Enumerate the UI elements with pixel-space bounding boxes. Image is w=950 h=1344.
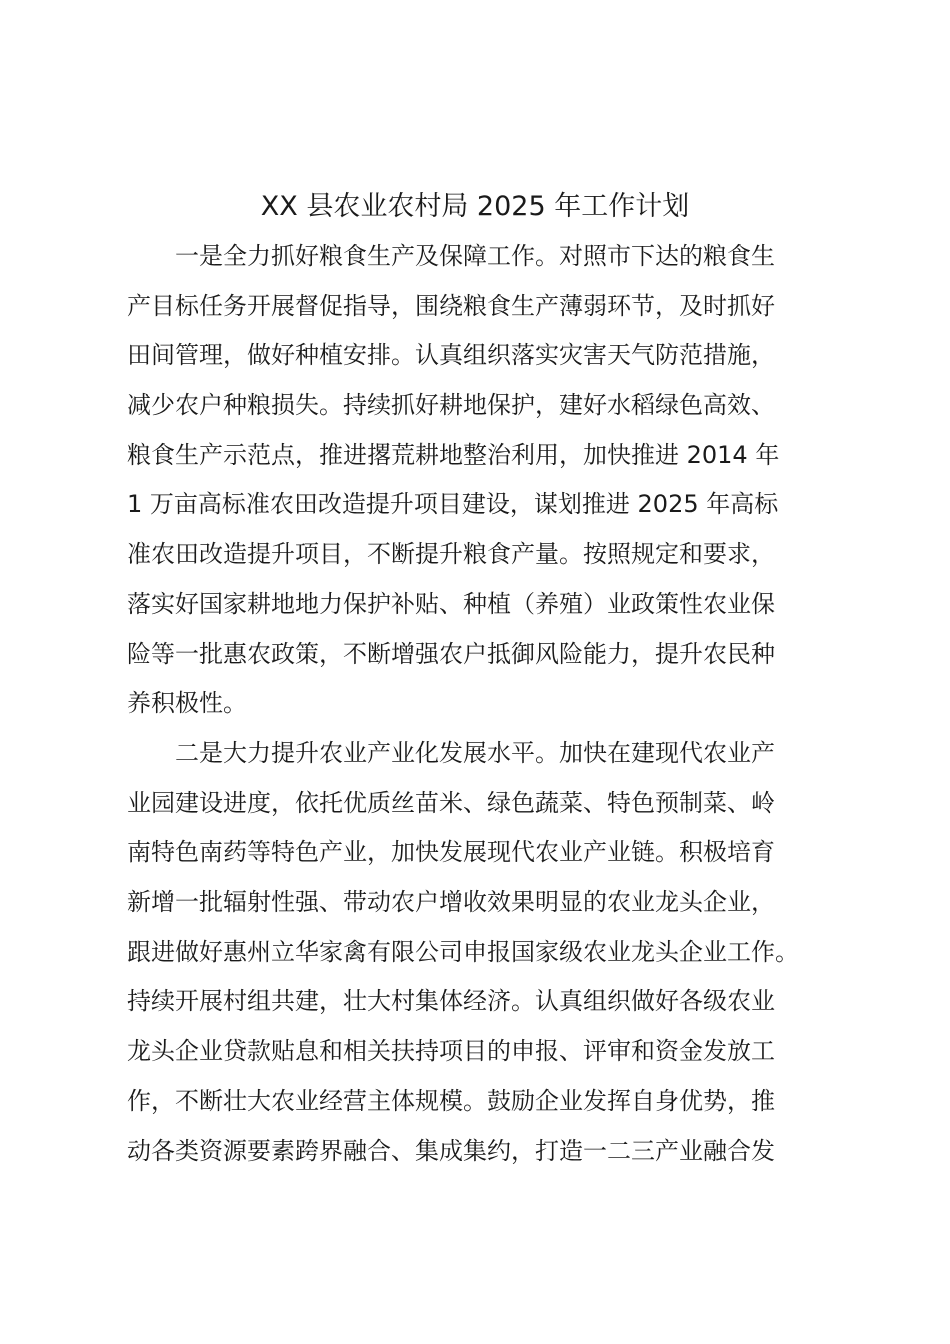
paragraph-grain-production <box>127 232 847 729</box>
paragraph-line: 作，不断壮大农业经营主体规模。鼓励企业发挥自身优势，推 <box>127 1086 775 1115</box>
paragraph-line: 养积极性。 <box>127 689 247 718</box>
paragraph-line: 准农田改造提升项目，不断提升粮食产量。按照规定和要求， <box>127 540 775 569</box>
paragraph-line: 动各类资源要素跨界融合、集成集约，打造一二三产业融合发 <box>127 1136 775 1165</box>
paragraph-line: 持续开展村组共建，壮大村集体经济。认真组织做好各级农业 <box>127 987 775 1016</box>
paragraph-line: 粮食生产示范点，推进撂荒耕地整治利用，加快推进 2014 年 <box>127 440 780 469</box>
paragraph-agri-industrialization <box>127 729 847 1176</box>
paragraph-line: 二是大力提升农业产业化发展水平。加快在建现代农业产 <box>175 739 775 767</box>
paragraph-line: 减少农户种粮损失。持续抓好耕地保护，建好水稻绿色高效、 <box>127 391 775 420</box>
paragraph-line: 田间管理，做好种植安排。认真组织落实灾害天气防范措施， <box>127 341 775 370</box>
paragraph-line: 龙头企业贷款贴息和相关扶持项目的申报、评审和资金发放工 <box>127 1037 775 1066</box>
paragraph-line: 业园建设进度，依托优质丝苗米、绿色蔬菜、特色预制菜、岭 <box>127 788 775 817</box>
paragraph-line: 1 万亩高标准农田改造提升项目建设，谋划推进 2025 年高标 <box>127 490 779 519</box>
paragraph-line: 一是全力抓好粮食生产及保障工作。对照市下达的粮食生 <box>175 242 775 270</box>
paragraph-line: 险等一批惠农政策，不断增强农户抵御风险能力，提升农民种 <box>127 639 775 668</box>
paragraph-line: 跟进做好惠州立华家禽有限公司申报国家级农业龙头企业工作。 <box>127 937 799 966</box>
paragraph-line: 南特色南药等特色产业，加快发展现代农业产业链。积极培育 <box>127 838 775 867</box>
document-title: XX 县农业农村局 2025 年工作计划 <box>260 191 690 222</box>
paragraph-line: 产目标任务开展督促指导，围绕粮食生产薄弱环节，及时抓好 <box>127 291 775 320</box>
paragraph-line: 新增一批辐射性强、带动农户增收效果明显的农业龙头企业， <box>127 888 775 917</box>
paragraph-line: 落实好国家耕地地力保护补贴、种植（养殖）业政策性农业保 <box>127 589 775 618</box>
